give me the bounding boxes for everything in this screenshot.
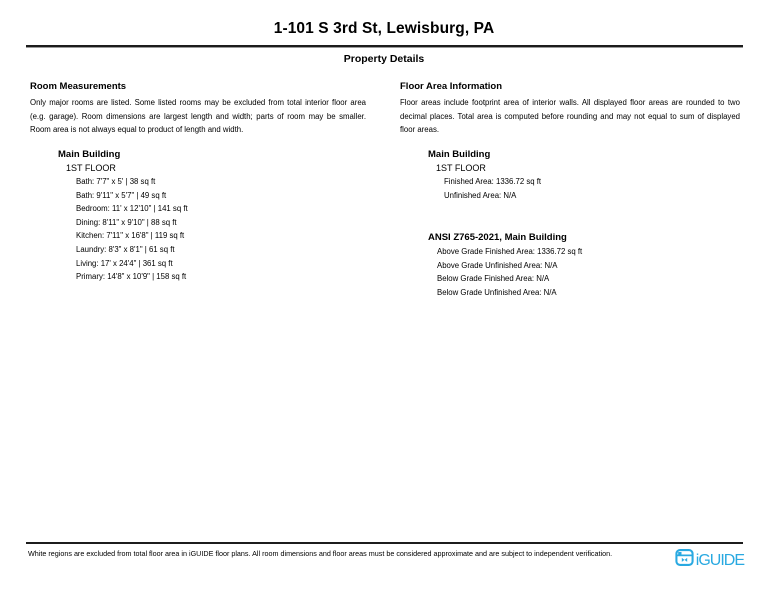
iguide-logo (675, 548, 744, 572)
footer-disclaimer: White regions are excluded from total floor area in iGUIDE floor plans. All room dimensions and floor areas must be considered approximate and are subject to independent verification. (28, 549, 613, 558)
room-line: Bath: 7'7" x 5' | 38 sq ft (76, 177, 156, 187)
ansi-line: Below Grade Finished Area: N/A (437, 274, 550, 284)
floor-name: 1ST FLOOR (436, 163, 486, 174)
ansi-section (400, 232, 740, 299)
room-list (76, 175, 366, 284)
floor-area-section (400, 81, 740, 300)
room-line: Primary: 14'8" x 10'9" | 158 sq ft (76, 272, 187, 282)
ansi-lines (437, 245, 740, 299)
room-line: Laundry: 8'3" x 8'1" | 61 sq ft (76, 245, 175, 255)
iguide-camera-icon (675, 548, 694, 572)
building-name: Main Building (58, 149, 121, 161)
footer (0, 542, 768, 593)
content-columns (0, 81, 768, 300)
ansi-line: Above Grade Finished Area: 1336.72 sq ft (437, 247, 583, 257)
room-line: Living: 17' x 24'4" | 361 sq ft (76, 258, 173, 268)
room-measurements-heading: Room Measurements (30, 81, 127, 92)
iguide-logo-text: iGUIDE (695, 551, 744, 569)
room-measurements-building (30, 149, 366, 284)
page-subtitle: Property Details (343, 53, 425, 65)
floor-area-building (400, 149, 740, 202)
header (0, 0, 768, 65)
floor-name: 1ST FLOOR (66, 163, 116, 174)
ansi-line: Above Grade Unfinished Area: N/A (437, 260, 558, 270)
header-divider (26, 45, 743, 48)
room-measurements-section (30, 81, 366, 300)
ansi-line: Below Grade Unfinished Area: N/A (437, 288, 557, 298)
area-line: Finished Area: 1336.72 sq ft (444, 177, 542, 187)
area-list (444, 175, 740, 202)
building-name: Main Building (428, 149, 491, 161)
room-line: Dining: 8'11" x 9'10" | 88 sq ft (76, 217, 177, 227)
floor-area-description: Floor areas include footprint area of interior walls. All displayed floor areas are rounded to two decimal places. Total area is computed before rounding and may not equal to sum of displayed floor areas. (400, 98, 740, 135)
area-line: Unfinished Area: N/A (444, 190, 517, 200)
room-line: Bath: 9'11" x 5'7" | 49 sq ft (76, 190, 167, 200)
floor-area-heading: Floor Area Information (400, 81, 503, 92)
room-line: Kitchen: 7'11" x 16'8" | 119 sq ft (76, 231, 185, 241)
room-measurements-description: Only major rooms are listed. Some listed rooms may be excluded from total interior floor area (e.g. garage). Room dimensions are largest length and width; parts of room may be smaller. Room area is not always equal to product of length and width. (30, 98, 366, 135)
room-line: Bedroom: 11' x 12'10" | 141 sq ft (76, 204, 188, 214)
page-title: 1-101 S 3rd St, Lewisburg, PA (273, 20, 495, 37)
ansi-heading: ANSI Z765-2021, Main Building (428, 232, 567, 244)
